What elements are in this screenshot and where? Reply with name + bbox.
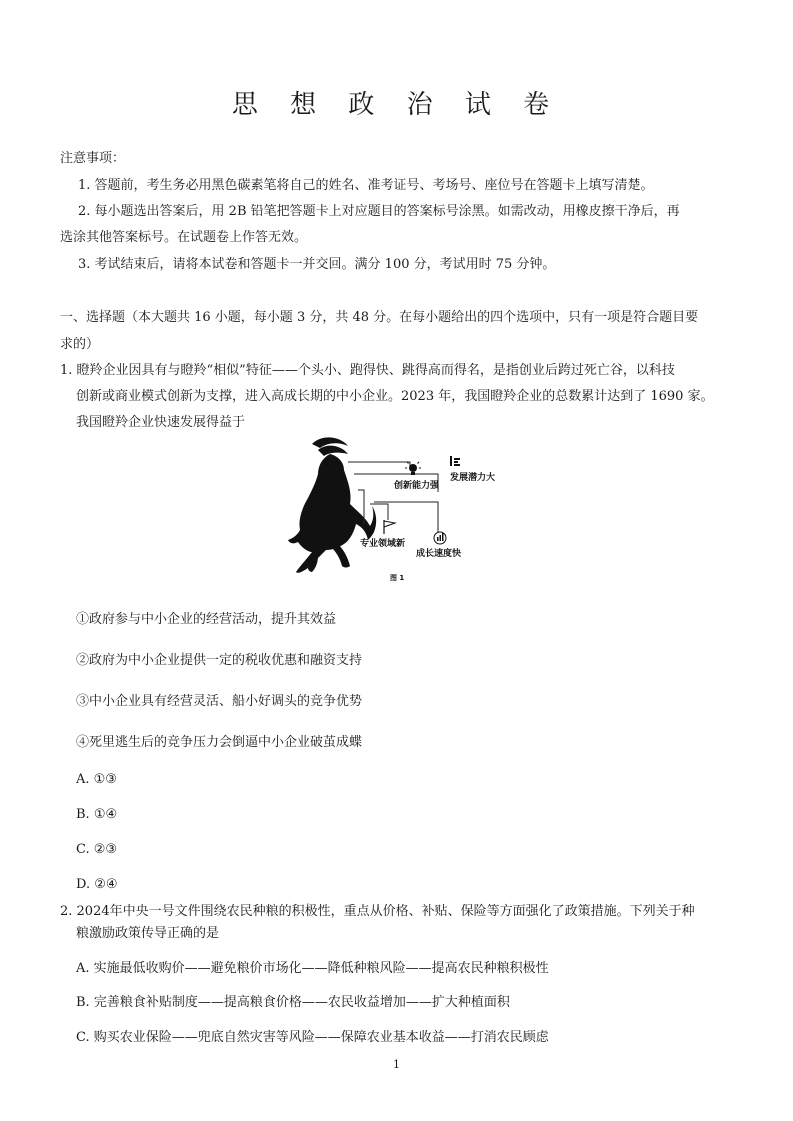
question-1-stem: 1. 瞪羚企业因具有与瞪羚“相似”特征——个头小、跑得快、跳得高而得名，是指创业后跨过死亡谷，以科技	[60, 363, 675, 378]
statement-3: ③中小企业具有经营灵活、船小好调头的竞争优势	[76, 694, 363, 709]
growth-bars-icon	[450, 456, 460, 466]
section-heading-cont: 求的）	[60, 337, 100, 352]
notice-heading: 注意事项：	[60, 151, 126, 166]
section-heading: 一、选择题（本大题共 16 小题，每小题 3 分，共 48 分。在每小题给出的四个选项中，只有一项是符合题目要	[60, 310, 699, 325]
statement-4: ④死里逃生后的竞争压力会倒逼中小企业破茧成蝶	[76, 735, 363, 750]
lightbulb-icon	[405, 462, 421, 475]
page-number: 1	[393, 1058, 400, 1071]
q1-option-b: B. ①④	[76, 807, 118, 822]
notice-item-2-cont: 选涂其他答案标号。在试题卷上作答无效。	[60, 230, 308, 245]
notice-item-2: 2. 每小题选出答案后，用 2B 铅笔把答题卡上对应题目的答案标号涂黑。如需改动，用橡皮擦干净后，再	[78, 204, 680, 219]
q1-option-a: A. ①③	[76, 772, 117, 787]
gazelle-silhouette	[288, 437, 376, 572]
statement-1: ①政府参与中小企业的经营活动，提升其效益	[76, 612, 337, 627]
figure-caption: 图 1	[390, 574, 405, 582]
q1-option-c: C. ②③	[76, 842, 118, 857]
q2-option-a: A. 实施最低收购价——避免粮价市场化——降低种粮风险——提高农民种粮积极性	[76, 961, 549, 976]
notice-item-3: 3. 考试结束后，请将本试卷和答题卡一并交回。满分 100 分，考试用时 75 分钟。	[78, 257, 556, 272]
notice-item-1: 1. 答题前，考生务必用黑色碳素笔将自己的姓名、准考证号、考场号、座位号在答题卡上填写清楚。	[78, 178, 654, 193]
question-2-stem-cont: 粮激励政策传导正确的是	[76, 926, 220, 941]
gazelle-figure	[278, 432, 518, 592]
question-1-stem-cont: 创新或商业模式创新为支撑，进入高成长期的中小企业。2023 年，我国瞪羚企业的总数累计达到了 1690 家。	[76, 389, 714, 404]
q1-option-d: D. ②④	[76, 877, 118, 892]
label-field: 专业领域新	[360, 539, 406, 549]
label-innovation: 创新能力强	[394, 481, 440, 491]
label-growth: 成长速度快	[416, 549, 462, 559]
chart-icon	[434, 532, 446, 544]
q2-option-c: C. 购买农业保险——兜底自然灾害等风险——保障农业基本收益——打消农民顾虑	[76, 1030, 549, 1045]
question-1-prompt: 我国瞪羚企业快速发展得益于	[76, 415, 246, 430]
label-potential: 发展潜力大	[450, 473, 496, 483]
gazelle-diagram	[278, 432, 518, 592]
q2-option-b: B. 完善粮食补贴制度——提高粮食价格——农民收益增加——扩大种植面积	[76, 995, 510, 1010]
page-title: 思 想 政 治 试 卷	[231, 90, 562, 120]
question-2-stem: 2. 2024年中央一号文件围绕农民种粮的积极性，重点从价格、补贴、保险等方面强化了政策措施。下列关于种	[60, 904, 695, 919]
statement-2: ②政府为中小企业提供一定的税收优惠和融资支持	[76, 653, 363, 668]
flag-icon	[384, 520, 395, 534]
